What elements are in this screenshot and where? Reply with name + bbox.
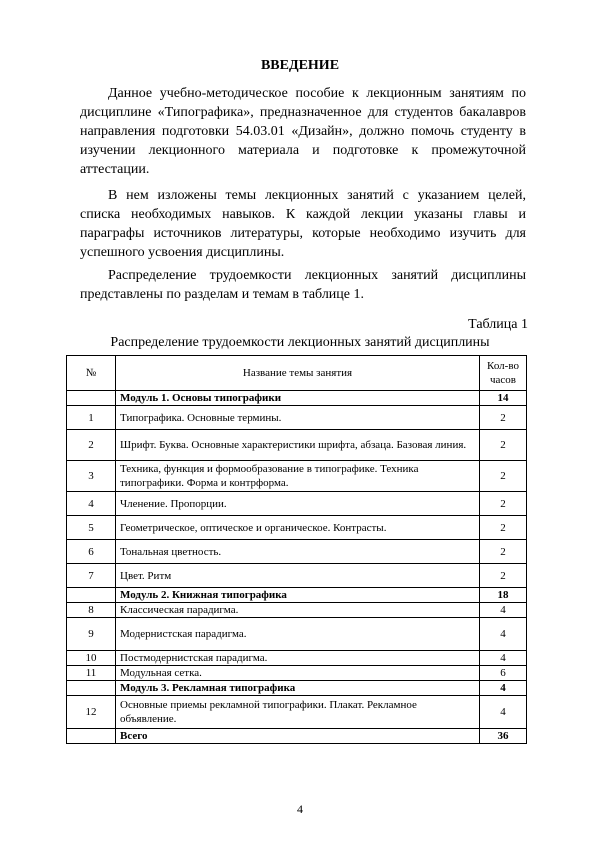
header-number: № [67, 356, 116, 391]
table-row [67, 618, 527, 651]
cell-topic: Шрифт. Буква. Основные характеристики шрифта, абзаца. Базовая линия. [116, 430, 480, 461]
cell-number: 7 [67, 564, 116, 588]
cell-hours: 2 [480, 516, 527, 540]
table-row [67, 696, 527, 729]
cell-hours: 2 [480, 540, 527, 564]
cell-hours: 18 [480, 588, 527, 603]
cell-number: 4 [67, 492, 116, 516]
cell-number: 12 [67, 696, 116, 729]
cell-topic: Всего [116, 729, 480, 744]
cell-number [67, 391, 116, 406]
cell-number: 8 [67, 603, 116, 618]
table-row [67, 406, 527, 430]
cell-hours: 2 [480, 430, 527, 461]
table-module-row [67, 391, 527, 406]
cell-hours: 2 [480, 461, 527, 492]
cell-hours: 14 [480, 391, 527, 406]
cell-topic: Тональная цветность. [116, 540, 480, 564]
table-row [67, 430, 527, 461]
cell-hours: 2 [480, 564, 527, 588]
cell-topic: Модульная сетка. [116, 666, 480, 681]
cell-number [67, 729, 116, 744]
table-module-row [67, 729, 527, 744]
table-module-row [67, 588, 527, 603]
cell-number: 11 [67, 666, 116, 681]
cell-number: 3 [67, 461, 116, 492]
cell-topic: Цвет. Ритм [116, 564, 480, 588]
cell-number: 9 [67, 618, 116, 651]
cell-hours: 4 [480, 618, 527, 651]
cell-topic: Основные приемы рекламной типографики. Плакат. Рекламное объявление. [116, 696, 480, 729]
table-row [67, 461, 527, 492]
table-row [67, 603, 527, 618]
cell-number: 5 [67, 516, 116, 540]
header-topic: Название темы занятия [116, 356, 480, 391]
cell-number: 2 [67, 430, 116, 461]
table-body [67, 391, 527, 744]
cell-topic: Постмодернистская парадигма. [116, 651, 480, 666]
cell-number: 10 [67, 651, 116, 666]
table-row [67, 516, 527, 540]
cell-number [67, 588, 116, 603]
cell-hours: 4 [480, 681, 527, 696]
table-row [67, 540, 527, 564]
workload-table [66, 355, 527, 744]
cell-topic: Модуль 1. Основы типографики [116, 391, 480, 406]
header-hours: Кол-во часов [480, 356, 527, 391]
table-row [67, 651, 527, 666]
cell-number [67, 681, 116, 696]
cell-hours: 36 [480, 729, 527, 744]
table-header-row [67, 356, 527, 391]
table-title: Распределение трудоемкости лекционных занятий дисциплины [110, 335, 490, 350]
page-number: 4 [297, 802, 303, 816]
table-number: Таблица 1 [468, 317, 528, 332]
cell-topic: Геометрическое, оптическое и органическое. Контрасты. [116, 516, 480, 540]
table-module-row [67, 681, 527, 696]
cell-topic: Классическая парадигма. [116, 603, 480, 618]
page-heading: ВВЕДЕНИЕ [260, 58, 340, 73]
cell-hours: 4 [480, 603, 527, 618]
cell-number: 1 [67, 406, 116, 430]
cell-hours: 2 [480, 492, 527, 516]
table-row [67, 666, 527, 681]
cell-topic: Модуль 2. Книжная типографика [116, 588, 480, 603]
cell-hours: 6 [480, 666, 527, 681]
paragraph-3: Распределение трудоемкости лекционных занятий дисциплины представлены по разделам и темам в таблице 1. [80, 268, 526, 302]
table-row [67, 564, 527, 588]
table-row [67, 492, 527, 516]
cell-hours: 2 [480, 406, 527, 430]
cell-topic: Модернистская парадигма. [116, 618, 480, 651]
cell-topic: Типографика. Основные термины. [116, 406, 480, 430]
cell-number: 6 [67, 540, 116, 564]
cell-topic: Модуль 3. Рекламная типографика [116, 681, 480, 696]
cell-topic: Членение. Пропорции. [116, 492, 480, 516]
paragraph-2: В нем изложены темы лекционных занятий с указанием целей, списка необходимых навыков. К каждой лекции указаны главы и параграфы источников литературы, которые необходимо изучить для успешного усвоения дисциплины. [80, 188, 526, 260]
cell-hours: 4 [480, 651, 527, 666]
paragraph-1: Данное учебно-методическое пособие к лекционным занятиям по дисциплине «Типографика», предназначенное для студентов бакалавров направления подготовки 54.03.01 «Дизайн», должно помочь студенту в изучении лекционного материала и подготовке к промежуточной аттестации. [80, 86, 526, 177]
cell-hours: 4 [480, 696, 527, 729]
cell-topic: Техника, функция и формообразование в типографике. Техника типографики. Форма и контрформа. [116, 461, 480, 492]
